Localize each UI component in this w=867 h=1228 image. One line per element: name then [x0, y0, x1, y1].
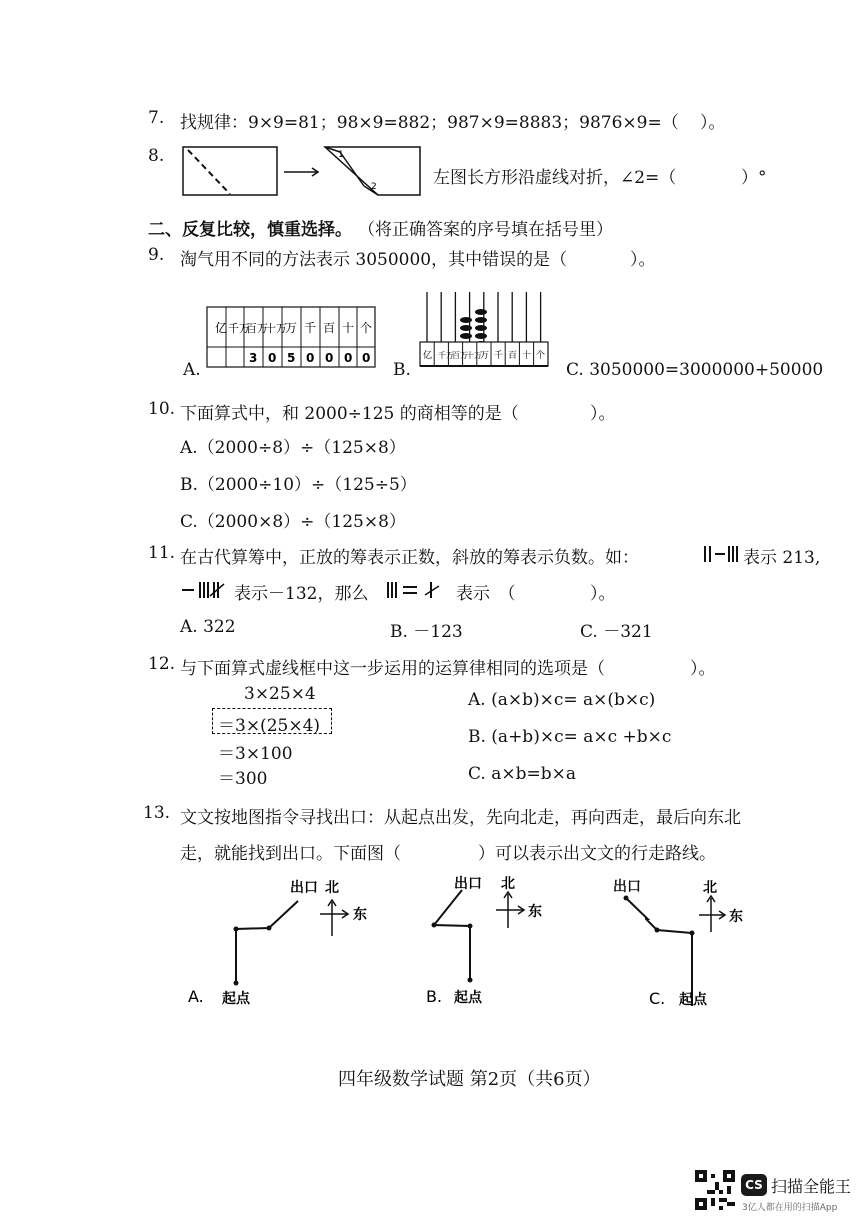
q10-option-c: C.（2000×8）÷（125×8） [180, 512, 406, 532]
q11-option-b: B. －123 [390, 622, 463, 642]
route-b-north: 北 [501, 876, 515, 892]
pv-value-6: 0 [344, 351, 353, 365]
route-b-exit: 出口 [454, 876, 482, 892]
abacus-label-6: 百 [508, 351, 518, 361]
route-c-start: 起点 [679, 992, 707, 1008]
section2-title: 二、反复比较，慎重选择。 [148, 220, 352, 240]
q7-text: 找规律：9×9=81；98×9=882；987×9=8883；9876×9=（ [180, 113, 679, 133]
q13-route-b [420, 868, 620, 1010]
qr-code-icon [695, 1170, 735, 1210]
q11-line2-a: 表示－132，那么 [234, 584, 369, 604]
q8-text: 左图长方形沿虚线对折，∠2=（ [433, 168, 677, 188]
angle-2-label: 2 [371, 182, 377, 192]
route-b-start: 起点 [454, 990, 482, 1006]
abacus-label-1: 千万 [438, 351, 454, 360]
pv-value-1: 3 [249, 351, 258, 365]
section2-note: （将正确答案的序号填在括号里） [358, 220, 613, 240]
q10-tail: ）。 [590, 404, 616, 424]
q11-line1-b: 表示 213, [743, 548, 821, 568]
page-footer: 四年级数学试题 第2页（共6页） [338, 1069, 601, 1090]
watermark-subtitle: 3亿人都在用的扫描App [742, 1203, 838, 1213]
q7-tail: ）。 [700, 113, 726, 133]
pv-header-6: 百 [323, 321, 336, 335]
q10-number: 10. [148, 399, 176, 419]
pv-header-3: 十万 [265, 322, 287, 335]
q11-line2-b: 表示 （ [456, 584, 516, 604]
pv-header-0: 亿 [215, 321, 228, 335]
route-b-east: 东 [528, 904, 542, 920]
route-b-label: B. [426, 987, 443, 1006]
q13-line2-b: ）可以表示出文文的行走路线。 [478, 844, 716, 864]
angle-1-label: 1 [338, 150, 344, 160]
q12-text: 与下面算式虚线框中这一步运用的运算律相同的选项是（ [180, 659, 605, 679]
q11-rod-213 [702, 544, 742, 566]
q13-route-c [645, 870, 855, 1012]
q10-text: 下面算式中，和 2000÷125 的商相等的是（ [180, 404, 519, 424]
q11-rod-neg132 [180, 580, 232, 602]
q9-number: 9. [148, 245, 165, 265]
pv-header-2: 百万 [246, 322, 268, 335]
q11-option-a: A. 322 [180, 617, 236, 637]
q9-option-b-label: B. [393, 360, 411, 380]
pv-value-7: 0 [362, 351, 371, 365]
pv-header-1: 千万 [228, 322, 250, 335]
q12-option-c: C. a×b=b×a [468, 764, 576, 784]
q10-option-b: B.（2000÷10）÷（125÷5） [180, 475, 417, 495]
pv-value-2: 0 [268, 351, 277, 365]
q11-number: 11. [148, 543, 176, 563]
q12-step-2: ＝3×100 [218, 744, 293, 764]
pv-value-4: 0 [306, 351, 315, 365]
route-a-north: 北 [325, 880, 339, 896]
q12-number: 12. [148, 654, 176, 674]
q9-option-a-label: A. [183, 360, 201, 380]
abacus-label-2: 百万 [452, 351, 468, 360]
q9-abacus [418, 290, 553, 370]
route-c-east: 东 [729, 909, 743, 925]
q9-text: 淘气用不同的方法表示 3050000，其中错误的是（ [180, 250, 568, 270]
q8-tail: ）° [741, 168, 767, 188]
q12-step-0: 3×25×4 [244, 684, 316, 704]
abacus-label-7: 十 [522, 351, 532, 361]
q9-place-value-table [205, 305, 377, 370]
q9-option-c: C. 3050000=3000000+50000 [566, 360, 824, 380]
abacus-label-8: 个 [536, 351, 546, 361]
scanner-logo: CS [741, 1174, 767, 1196]
q13-line1: 文文按地图指令寻找出口：从起点出发，先向北走，再向西走，最后向东北 [180, 808, 741, 828]
q12-option-a: A. (a×b)×c= a×(b×c) [468, 690, 656, 710]
pv-header-4: 万 [285, 321, 298, 335]
q7-number: 7. [148, 108, 165, 128]
pv-value-5: 0 [325, 351, 334, 365]
q10-option-a: A.（2000÷8）÷（125×8） [180, 438, 406, 458]
route-a-east: 东 [353, 907, 367, 923]
pv-header-5: 千 [304, 321, 317, 335]
q11-rod-question [385, 580, 455, 602]
route-c-label: C. [649, 989, 666, 1008]
q12-step-1: ＝3×(25×4) [218, 716, 321, 736]
route-c-exit: 出口 [613, 879, 641, 895]
route-a-label: A. [188, 987, 204, 1006]
watermark-brand: 扫描全能王 [771, 1177, 852, 1196]
q13-line2-a: 走，就能找到出口。下面图（ [180, 844, 401, 864]
pv-value-3: 5 [287, 351, 296, 365]
abacus-label-4: 万 [480, 351, 490, 361]
q12-step-3: ＝300 [218, 769, 268, 789]
abacus-label-5: 千 [494, 351, 504, 361]
q13-number: 13. [143, 803, 171, 823]
route-a-exit: 出口 [290, 880, 318, 896]
q8-fold-figure [180, 142, 430, 200]
q8-number: 8. [148, 146, 165, 166]
q13-route-a [180, 870, 380, 1010]
q9-tail: ）。 [630, 250, 656, 270]
q12-option-b: B. (a+b)×c= a×c +b×c [468, 727, 672, 747]
abacus-label-0: 亿 [423, 351, 433, 361]
route-c-north: 北 [703, 880, 717, 896]
pv-header-7: 十 [342, 321, 355, 335]
abacus-label-3: 十万 [466, 351, 482, 360]
route-a-start: 起点 [222, 991, 250, 1007]
q11-line1: 在古代算筹中，正放的筹表示正数，斜放的筹表示负数。如： [180, 548, 639, 568]
q12-tail: ）。 [690, 659, 716, 679]
q11-tail: ）。 [590, 584, 616, 604]
pv-header-8: 个 [360, 321, 373, 335]
q11-option-c: C. －321 [580, 622, 653, 642]
